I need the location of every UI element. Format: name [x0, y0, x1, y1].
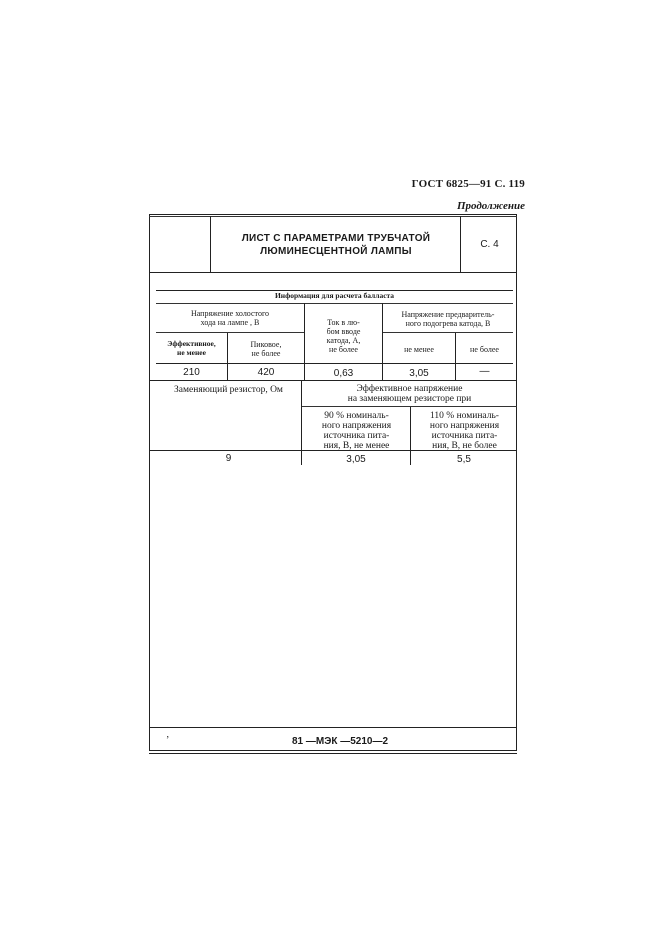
continued-label: Продолжение — [456, 200, 525, 212]
current-header-l1: Ток в лю- — [327, 318, 360, 327]
voltage-group-header — [156, 309, 304, 327]
effective-voltage-header — [302, 384, 517, 404]
sheet-title-line2: ЛЮМИНЕСЦЕНТНОЙ ЛАМПЫ — [260, 246, 412, 257]
current-header-l4: не более — [329, 345, 358, 354]
footer-top-line — [149, 727, 517, 728]
voltage-group-header-l2: хода на лампе , В — [200, 318, 260, 327]
preheat-max-value: — — [479, 366, 490, 377]
frame-inner-line — [149, 216, 517, 217]
voltage-group-line — [156, 332, 304, 333]
ballast-table-bottom — [149, 380, 517, 381]
nominal-110-header-l3: источника пита- — [431, 431, 498, 441]
ballast-header-bottom — [156, 363, 513, 364]
effective-voltage-line — [302, 406, 517, 407]
footer-mark: ʼ — [166, 735, 170, 746]
sheet-title — [212, 232, 460, 258]
preheat-header-l2: ного подогрева катода, В — [405, 319, 491, 328]
nominal-90-header-l3: источника пита- — [323, 431, 390, 441]
effective-voltage-header-l1: Эффективное напряжение — [356, 384, 463, 394]
nominal-90-header-l2: ного напряжения — [321, 421, 392, 431]
title-left-divider — [210, 216, 211, 273]
nominal-90-value: 3,05 — [346, 454, 366, 465]
effective-voltage-header-l2: на заменяющем резисторе при — [347, 394, 472, 404]
footer-code: 81 —МЭК —5210—2 — [291, 736, 389, 747]
title-right-divider — [460, 216, 461, 273]
nominal-90-header-l4: ния, В, не менее — [323, 441, 390, 451]
peak-header-l1: Пиковое, — [250, 340, 282, 349]
peak-header-l2: не более — [251, 349, 281, 358]
nominal-110-header-l1: 110 % номиналь- — [430, 411, 499, 421]
preheat-max-header: не более — [470, 345, 499, 354]
effective-header — [156, 340, 227, 357]
effective-header-l2: не менее — [177, 347, 206, 357]
current-header-l2: бом вводе — [326, 327, 361, 336]
effective-value: 210 — [183, 367, 200, 378]
nominal-90-header-l1: 90 % номиналь- — [324, 411, 389, 421]
peak-header — [228, 340, 304, 358]
preheat-min-value: 3,05 — [409, 368, 429, 379]
current-value: 0,63 — [333, 368, 354, 379]
resistor-value: 9 — [225, 453, 232, 464]
current-header — [305, 318, 382, 354]
ballast-caption: Информация для расчета балласта — [274, 291, 395, 300]
current-header-l3: катода, А, — [326, 336, 361, 345]
title-bottom-line — [149, 272, 517, 273]
resistor-header: Заменяющий резистор, Ом — [174, 385, 283, 395]
effective-header-l1: Эффективное, — [167, 339, 216, 348]
sheet-title-line1: ЛИСТ С ПАРАМЕТРАМИ ТРУБЧАТОЙ — [241, 233, 431, 244]
preheat-header-l1: Напряжение предваритель- — [401, 310, 495, 319]
nominal-110-header — [412, 411, 517, 451]
nominal-90-header — [303, 411, 410, 451]
nominal-110-header-l4: ния, В, не более — [432, 441, 497, 451]
voltage-group-header-l1: Напряжение холостого — [190, 309, 270, 318]
preheat-min-header: не менее — [404, 345, 434, 354]
nominal-110-header-l2: ного напряжения — [429, 421, 500, 431]
resistor-header-bottom — [149, 450, 517, 451]
sheet-number: С. 4 — [480, 239, 499, 250]
preheat-line — [383, 332, 513, 333]
peak-value: 420 — [257, 367, 275, 378]
footer-bottom-line — [149, 753, 517, 754]
nominal-110-value: 5,5 — [457, 454, 471, 465]
preheat-header — [383, 310, 513, 328]
ballast-caption-line — [156, 303, 513, 304]
document-reference: ГОСТ 6825—91 С. 119 — [411, 178, 525, 190]
